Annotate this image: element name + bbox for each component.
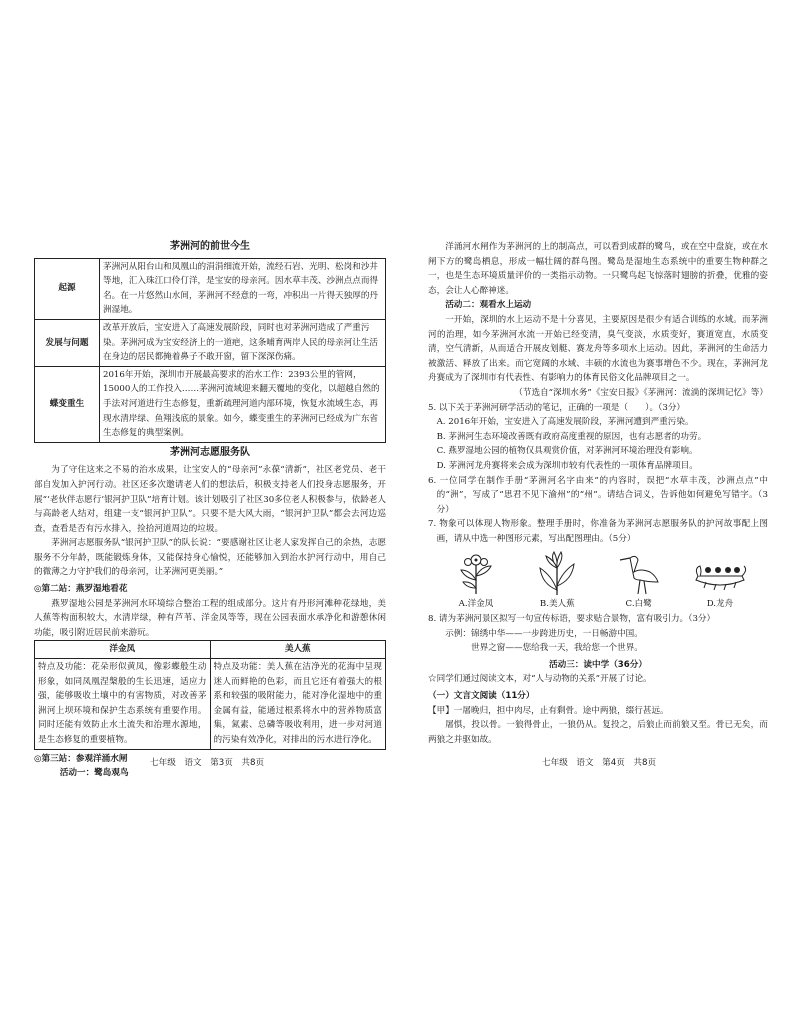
flower-branch-icon xyxy=(453,550,499,596)
table-row xyxy=(35,258,386,319)
left-page-footer: 七年级 语文 第3页 共8页 xyxy=(150,758,265,768)
station2-heading: ◎第二站：燕罗湿地看花 xyxy=(34,584,128,595)
picture-option-a-label: A.洋金凤 xyxy=(458,599,494,610)
row-head-rebirth: 蝶变重生 xyxy=(35,366,100,442)
plant-col-2-header: 美人蕉 xyxy=(210,641,386,659)
question-5: 5. 以下关于茅洲河研学活动的笔记，正确的一项是（ ）。（3分） xyxy=(428,402,686,413)
q5-option-b: B. 茅洲河生态环境改善既有政府高度重视的原因，也有志愿者的功劳。 xyxy=(436,431,707,442)
passage-jia-1: 【甲】一屠晚归，担中肉尽，止有剩骨。途中两狼，缀行甚远。 xyxy=(428,705,669,716)
activity2-paragraph: 一开始，深圳的水上运动不是十分喜见，主要原因是很少有适合训练的水域。而茅洲河的治理，如今茅洲河水流一开始已经变清，臭气变淡，水质变好，赛道宽直，水质变清，空气清新，从而适合开展皮划艇、赛龙舟等多项水上运动。因此，茅洲河的生命活力被激活、释放了出来。而它宽阔的水域、丰硕的水流也为赛事增色不少。现在，茅洲河龙舟赛成为了深圳市有代表性、有影响力的体育民俗文化品牌项目之一。 xyxy=(428,314,768,384)
picture-option-b-label: B.美人蕉 xyxy=(539,599,575,610)
table-row xyxy=(35,659,386,750)
source-note: （节选自“深圳水务”《宝安日报》《茅洲河：流淌的深圳记忆》等） xyxy=(514,387,768,398)
right-page xyxy=(428,240,768,747)
plant-col-1-header: 洋金凤 xyxy=(35,641,211,659)
row-text-rebirth: 2016年开始，深圳市开展最高要求的治水工作：2393公里的管网，15000人的工作投入……茅洲河流域迎来翻天覆地的变化，以超越自然的手法对河道进行生态修复，重新疏理河道内部环境，恢复水流域生态，再现水清岸绿、鱼翔浅底的景象。如今，蝶变重生的茅洲河已经成为广东省生态修复的典型案例。 xyxy=(100,366,386,442)
passage-jia-2: 屠惧，投以骨。一狼得骨止，一狼仍从。复投之，后狼止而前狼又至。骨已无矣，而两狼之并驱如故。 xyxy=(428,720,768,745)
station3-heading: ◎第三站：参观洋涌水闸 xyxy=(34,753,128,764)
table-row xyxy=(35,366,386,442)
right-page-footer: 七年级 语文 第4页 共8页 xyxy=(542,758,657,768)
picture-option-d xyxy=(686,550,754,612)
egret-paragraph: 洋涌河水闸作为茅洲河的上的制高点，可以看到成群的鹭鸟，或在空中盘旋，或在水闸下方的鹭岛栖息，形成一幅壮阔的群鸟图。鹭岛是湿地生态系统中的重要生物种群之一，也是生态环境质量评价的一类指示动物。一只鹭鸟起飞惊落时翅膀的折叠，优雅的姿态，会让人心醉神迷。 xyxy=(428,242,768,296)
activity3-heading: 活动三：读中学（36分） xyxy=(549,659,647,670)
history-table xyxy=(34,258,386,443)
q5-option-a: A. 2016年开始，宝安进入了高速发展阶段，茅洲河遭到严重污染。 xyxy=(436,417,694,428)
classic-reading-heading: （一）文言文阅读（11分） xyxy=(428,691,535,702)
left-page xyxy=(34,240,386,781)
picture-option-c-label: C.白鹭 xyxy=(625,599,652,610)
question-6: 6. 一位同学在制作手册“茅洲河名字由来”的内容时，误把“水草丰茂，沙洲点点”中的“洲”，写成了“思君不见下渝州”的“州”。请结合词义，告诉他如何避免写错字。（3分） xyxy=(428,475,768,515)
history-title: 茅洲河的前世今生 xyxy=(170,241,250,252)
q5-option-d: D. 茅洲河龙舟赛将来会成为深圳市较有代表性的一项体育品牌项目。 xyxy=(436,460,698,471)
row-text-origin: 茅洲河从阳台山和凤凰山的涓涓细流开始，流经石岩、光明、松岗和沙井等地，汇入珠江口伶仃洋，是宝安的母亲河。因水草丰茂、沙洲点点而得名。在一片悠然山水间，茅洲河不经意的一弯，冲积出一片得天独厚的丹洲湿地。 xyxy=(100,258,386,319)
q8-example-2: 世界之窗——您给我一天，我给您一个世界。 xyxy=(471,643,643,654)
picture-option-b xyxy=(523,550,591,612)
picture-option-c xyxy=(605,550,673,612)
canna-flower-icon xyxy=(534,550,580,596)
q5-option-c: C. 燕罗湿地公园的植物仅具观赏价值，对茅洲河环境治理没有影响。 xyxy=(436,446,698,457)
activity3-intro: ☆同学们通过阅读文本，对“人与动物的关系”开展了讨论。 xyxy=(428,674,652,685)
volunteer-paragraph-1: 为了守住这来之不易的治水成果，让宝安人的“母亲河”永葆“清新”，社区老党员、老干部自发加入护河行动。社区还多次邀请老人们的想法后，积极支持老人们投身志愿服务，开展“‘老伙伴志愿行’银河护卫队”培育计划。该计划吸引了社区30多位老人积极参与，依龄老人与高龄老人结对，组建一支“银河护卫队”。只要不是大风大雨，“银河护卫队”都会去河边巡查，查看是否有污水排入，捡拾河道周边的垃圾。 xyxy=(34,465,386,534)
q8-example-1: 示例：锦绣中华——一步跨进历史，一日畅游中国。 xyxy=(445,628,643,639)
volunteer-paragraph-2: 茅洲河志愿服务队“银河护卫队”的队长说：“要感谢社区让老人家发挥自己的余热，志愿服务不分年龄，既能锻炼身体，又能保持身心愉悦，还能够加入到治水护河行动中，用自己的微薄之力守护我们的母亲河，让茅洲河更美丽。” xyxy=(34,538,386,578)
question-7: 7. 物象可以体现人物形象。整理手册时，你准备为茅洲河志愿服务队的护河故事配上图画，请从中选一种图形元素，写出配图理由。（5分） xyxy=(428,519,768,544)
activity1-heading: 活动一：鹭岛观鸟 xyxy=(59,768,129,779)
station2-paragraph: 燕罗湿地公园是茅洲河水环境综合整治工程的组成部分。这片有丹形河滩种花绿地，美人蕉等构面积较大，水清岸绿，种有芦苇、洋金凤等等，现在公园表面水承净化和游憩休闲功能，吸引附近居民前来游玩。 xyxy=(34,598,386,638)
picture-options xyxy=(442,550,754,612)
plant-col-1-text: 特点及功能：花朵形似黄凤，像彩蝶般生动形象，如同凤凰涅槃般的生长迅速，适应力强，能够吸收土壤中的有害物质，对改善茅洲河上坝环境和保护生态系统有重要作用。同时还能有效防止水土流失和治理水源地，是生态修复的重要植物。 xyxy=(35,659,211,750)
dragon-boat-icon xyxy=(692,550,748,596)
row-text-development: 改革开放后，宝安进入了高速发展阶段，同时也对茅洲河造成了严重污染。茅洲河成为宝安经济上的一道疤，这条哺育两岸人民的母亲河让生活在身边的居民都掩着鼻子不敢开窗，留下深深伤痛。 xyxy=(100,319,386,366)
plant-col-2-text: 特点及功能：美人蕉在洁净光的花海中呈现迷人而鲜艳的色彩，而且它还有着强大的根系和较强的吸附能力，能对净化湿地中的重金属有益，能通过根系将水中的营养物质富集，氮素、总磷等吸收利用，进一步对河道的污染有效净化，对排出的污水进行净化。 xyxy=(210,659,386,750)
volunteer-title: 茅洲河志愿服务队 xyxy=(170,446,250,458)
question-8: 8. 请为茅洲河景区拟写一句宣传标语，要求贴合景物，富有吸引力。（3分） xyxy=(428,614,716,625)
row-head-origin: 起源 xyxy=(35,258,100,319)
picture-option-a xyxy=(442,550,510,612)
egret-icon xyxy=(616,550,662,596)
table-row xyxy=(35,319,386,366)
picture-option-d-label: D.龙舟 xyxy=(706,599,734,610)
table-row xyxy=(35,641,386,659)
activity2-heading: 活动二：观看水上运动 xyxy=(445,300,532,311)
plant-table xyxy=(34,640,386,749)
row-head-development: 发展与问题 xyxy=(35,319,100,366)
